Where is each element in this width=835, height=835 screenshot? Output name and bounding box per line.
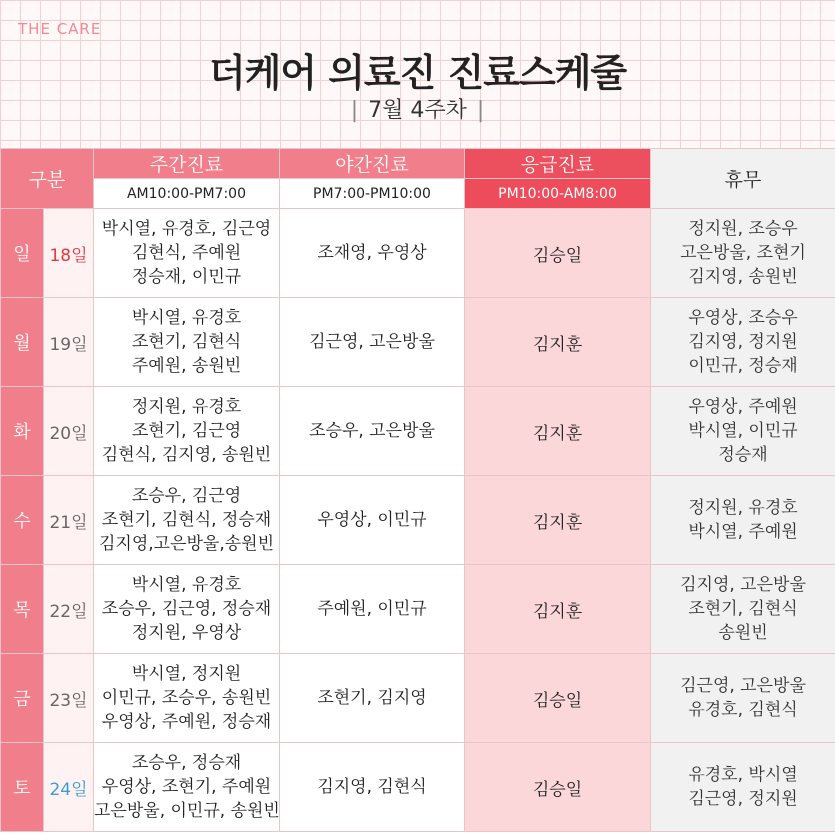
day-clinic-cell [94, 387, 280, 476]
table-row [1, 387, 835, 476]
time-night-clinic: PM7:00-PM10:00 [280, 179, 465, 209]
day-clinic-cell [94, 565, 280, 654]
off-duty-cell-line: 이민규, 정승재 [688, 356, 798, 376]
off-duty-cell-line: 김지영, 정지원 [688, 332, 798, 352]
header-gubun: 구분 [1, 149, 94, 209]
day-clinic-cell-line: 김현식, 주예원 [131, 243, 242, 263]
day-clinic-cell [94, 209, 280, 298]
off-duty-cell-line: 정승재 [718, 445, 768, 465]
table-row [1, 565, 835, 654]
off-duty-cell-line: 유경호, 박시열 [688, 765, 798, 785]
weekday-cell: 화 [1, 387, 44, 476]
off-duty-cell [651, 387, 835, 476]
date-cell: 20일 [44, 387, 94, 476]
night-clinic-cell: 조현기, 김지영 [280, 654, 465, 743]
day-clinic-cell-line: 정지원, 유경호 [131, 397, 242, 417]
schedule-table [0, 148, 835, 832]
off-duty-cell-line: 유경호, 김현식 [688, 700, 798, 720]
date-cell: 21일 [44, 476, 94, 565]
table-row [1, 476, 835, 565]
emergency-clinic-cell: 김승일 [465, 743, 651, 832]
off-duty-cell-line: 김지영, 송원빈 [688, 267, 798, 287]
week-label: 7월 4주차 [368, 98, 467, 123]
day-clinic-cell-line: 정승재, 이민규 [131, 267, 242, 287]
weekday-cell: 토 [1, 743, 44, 832]
day-clinic-cell-line: 고은방울, 이민규, 송원빈 [94, 801, 280, 821]
day-clinic-cell-line: 조현기, 김현식, 정승재 [101, 510, 272, 530]
night-clinic-cell: 조재영, 우영상 [280, 209, 465, 298]
table-row [1, 743, 835, 832]
weekday-cell: 일 [1, 209, 44, 298]
day-clinic-cell-line: 김지영,고은방울,송원빈 [98, 534, 275, 554]
night-clinic-cell: 조승우, 고은방울 [280, 387, 465, 476]
off-duty-cell-line: 우영상, 조승우 [688, 308, 798, 328]
day-clinic-cell-line: 박시열, 유경호 [131, 575, 242, 595]
day-clinic-cell-line: 이민규, 조승우, 송원빈 [101, 688, 272, 708]
date-cell: 22일 [44, 565, 94, 654]
off-duty-cell-line: 김근영, 고은방울 [680, 676, 806, 696]
night-clinic-cell: 김근영, 고은방울 [280, 298, 465, 387]
brand-label: THE CARE [18, 20, 102, 38]
day-clinic-cell-line: 우영상, 주예원, 정승재 [101, 712, 272, 732]
divider-right: | [476, 98, 485, 123]
date-cell: 23일 [44, 654, 94, 743]
header-grid-background [0, 0, 835, 148]
day-clinic-cell-line: 김현식, 김지영, 송원빈 [101, 445, 272, 465]
emergency-clinic-cell: 김승일 [465, 209, 651, 298]
emergency-clinic-cell: 김승일 [465, 654, 651, 743]
weekday-cell: 목 [1, 565, 44, 654]
off-duty-cell-line: 박시열, 주예원 [688, 522, 798, 542]
off-duty-cell [651, 476, 835, 565]
divider-left: | [350, 98, 359, 123]
emergency-clinic-cell: 김지훈 [465, 387, 651, 476]
date-cell: 24일 [44, 743, 94, 832]
table-row [1, 298, 835, 387]
header-emergency-clinic: 응급진료 [465, 149, 651, 179]
date-cell: 19일 [44, 298, 94, 387]
schedule-rows [1, 209, 835, 832]
off-duty-cell-line: 우영상, 주예원 [688, 397, 798, 417]
emergency-clinic-cell: 김지훈 [465, 565, 651, 654]
night-clinic-cell: 주예원, 이민규 [280, 565, 465, 654]
weekday-cell: 월 [1, 298, 44, 387]
day-clinic-cell [94, 298, 280, 387]
time-day-clinic: AM10:00-PM7:00 [94, 179, 280, 209]
off-duty-cell-line: 박시열, 이민규 [688, 421, 798, 441]
day-clinic-cell [94, 743, 280, 832]
off-duty-cell [651, 298, 835, 387]
header-off-duty: 휴무 [651, 149, 835, 209]
day-clinic-cell [94, 654, 280, 743]
off-duty-cell-line: 정지원, 조승우 [688, 219, 798, 239]
emergency-clinic-cell: 김지훈 [465, 476, 651, 565]
off-duty-cell-line: 조현기, 김현식 [688, 599, 798, 619]
night-clinic-cell: 우영상, 이민규 [280, 476, 465, 565]
time-emergency-clinic: PM10:00-AM8:00 [465, 179, 651, 209]
page-subtitle [0, 93, 835, 124]
day-clinic-cell-line: 박시열, 유경호, 김근영 [101, 219, 272, 239]
weekday-cell: 금 [1, 654, 44, 743]
day-clinic-cell-line: 조현기, 김현식 [131, 332, 242, 352]
table-row [1, 209, 835, 298]
off-duty-cell-line: 김근영, 정지원 [688, 789, 798, 809]
off-duty-cell-line: 송원빈 [718, 623, 768, 643]
date-cell: 18일 [44, 209, 94, 298]
off-duty-cell [651, 743, 835, 832]
off-duty-cell [651, 565, 835, 654]
emergency-clinic-cell: 김지훈 [465, 298, 651, 387]
off-duty-cell [651, 654, 835, 743]
off-duty-cell [651, 209, 835, 298]
off-duty-cell-line: 고은방울, 조현기 [680, 243, 806, 263]
day-clinic-cell-line: 조승우, 김근영 [131, 486, 242, 506]
weekday-cell: 수 [1, 476, 44, 565]
day-clinic-cell [94, 476, 280, 565]
day-clinic-cell-line: 조승우, 김근영, 정승재 [101, 599, 272, 619]
day-clinic-cell-line: 박시열, 정지원 [131, 664, 242, 684]
page-title: 더케어 의료진 진료스케줄 [208, 51, 627, 95]
off-duty-cell-line: 정지원, 유경호 [688, 498, 798, 518]
table-row [1, 654, 835, 743]
day-clinic-cell-line: 조승우, 정승재 [131, 753, 242, 773]
night-clinic-cell: 김지영, 김현식 [280, 743, 465, 832]
day-clinic-cell-line: 정지원, 우영상 [131, 623, 242, 643]
day-clinic-cell-line: 조현기, 김근영 [131, 421, 242, 441]
day-clinic-cell-line: 주예원, 송원빈 [131, 356, 242, 376]
header-day-clinic: 주간진료 [94, 149, 280, 179]
day-clinic-cell-line: 우영상, 조현기, 주예원 [101, 777, 272, 797]
day-clinic-cell-line: 박시열, 유경호 [131, 308, 242, 328]
header-night-clinic: 야간진료 [280, 149, 465, 179]
off-duty-cell-line: 김지영, 고은방울 [680, 575, 806, 595]
